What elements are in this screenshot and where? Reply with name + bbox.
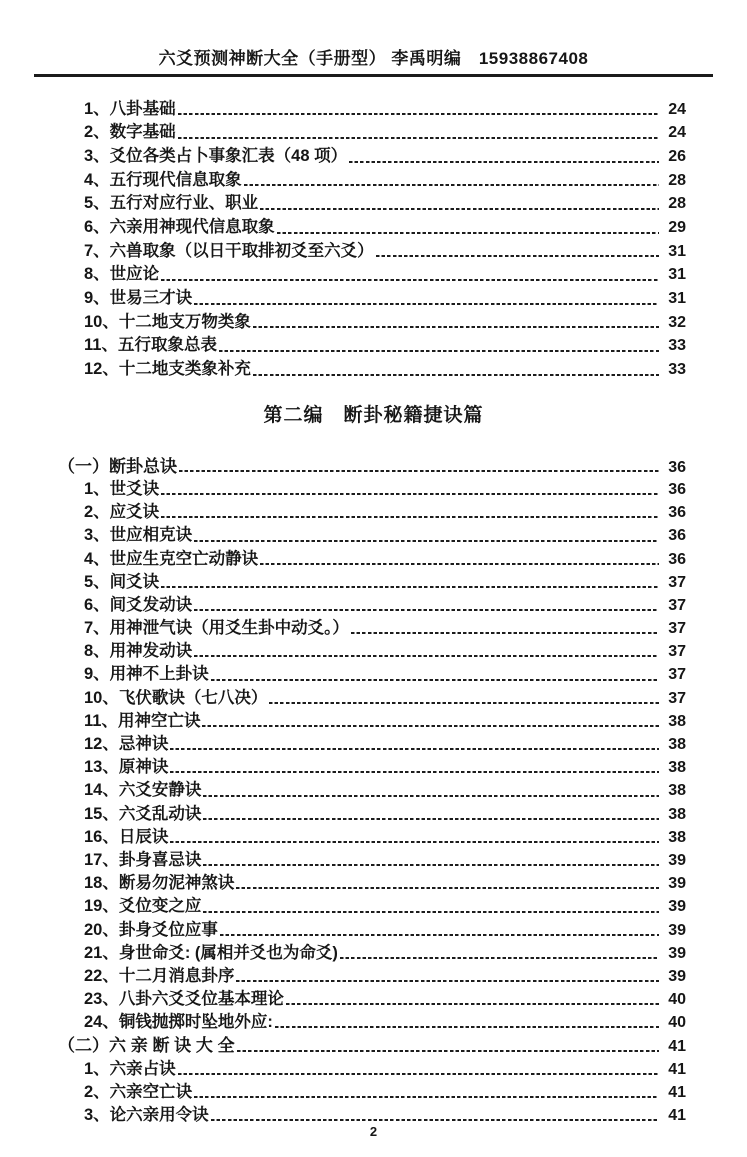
dot-leader	[349, 161, 659, 163]
toc-entry-page: 41	[668, 1107, 686, 1124]
toc-entry	[34, 640, 686, 663]
toc-entry	[34, 1034, 686, 1057]
toc-entry-page: 39	[668, 921, 686, 939]
toc-entry-label: 4、五行现代信息取象	[84, 170, 242, 189]
dot-leader	[161, 516, 659, 518]
toc-entry	[34, 594, 686, 617]
toc-entry	[34, 826, 686, 849]
dot-leader	[211, 679, 659, 681]
toc-entry-page: 28	[668, 171, 686, 189]
toc-entry-page: 38	[668, 805, 686, 823]
toc-entry	[34, 872, 686, 895]
toc-entry-page: 39	[668, 851, 686, 869]
toc-entry-page: 33	[668, 361, 686, 379]
toc-entry	[34, 779, 686, 802]
header-divider	[34, 74, 713, 77]
toc-entry-label: 8、用神发动诀	[84, 642, 193, 661]
toc-entry	[34, 455, 686, 478]
toc-entry-page: 39	[668, 875, 686, 893]
dot-leader	[178, 1073, 659, 1075]
toc-entry	[34, 358, 686, 382]
dot-leader	[211, 1119, 659, 1121]
dot-leader	[269, 702, 659, 704]
toc-entry	[34, 98, 686, 122]
toc-entry-label: 17、卦身喜忌诀	[84, 850, 202, 869]
toc-entry-label: （一）断卦总诀	[58, 456, 177, 476]
toc-entry	[34, 501, 686, 524]
toc-entry	[34, 311, 686, 335]
dot-leader	[286, 1003, 659, 1005]
toc-entry-label: 20、卦身爻位应事	[84, 920, 218, 939]
toc-entry-label: 10、飞伏歌诀（七八决）	[84, 688, 268, 707]
dot-leader	[351, 632, 659, 634]
dot-leader	[194, 540, 659, 542]
toc-entry	[34, 617, 686, 640]
dot-leader	[260, 563, 659, 565]
dot-leader	[194, 609, 659, 611]
toc-entry-label: 2、数字基础	[84, 123, 176, 142]
toc-entry-page: 38	[668, 736, 686, 753]
toc-entry-label: 5、间爻诀	[84, 572, 160, 591]
toc-entry-page: 37	[668, 596, 686, 614]
toc-entry	[34, 942, 686, 965]
dot-leader	[244, 184, 659, 186]
dot-leader	[170, 771, 659, 773]
toc-entry-page: 31	[668, 242, 686, 260]
toc-entry-label: 7、用神泄气诀（用爻生卦中动爻。）	[84, 619, 349, 638]
toc-entry-page: 40	[668, 991, 686, 1009]
toc-entry-label: 23、八卦六爻爻位基本理论	[84, 990, 284, 1009]
toc-entry-page: 41	[668, 1083, 686, 1101]
toc-entry-label: 1、八卦基础	[84, 99, 176, 118]
toc-entry	[34, 1058, 686, 1081]
dot-leader	[170, 748, 659, 750]
dot-leader	[253, 374, 659, 376]
toc-entry	[34, 965, 686, 988]
toc-entry	[34, 571, 686, 594]
toc-entry-label: 13、原神诀	[84, 758, 169, 777]
toc-entry-label: 18、断易勿泥神煞诀	[84, 874, 235, 893]
dot-leader	[178, 137, 659, 139]
toc-entry-page: 39	[668, 944, 686, 962]
toc-entry-page: 41	[668, 1060, 686, 1078]
toc-entry	[34, 1081, 686, 1104]
toc-entry-page: 37	[668, 689, 686, 707]
toc-entry-page: 36	[668, 550, 686, 568]
dot-leader	[179, 470, 659, 472]
toc-entry-label: 4、世应生克空亡动静诀	[84, 549, 259, 568]
toc-entry-page: 40	[668, 1014, 686, 1032]
toc-entry	[34, 849, 686, 872]
toc-entry	[34, 895, 686, 918]
toc-entry-page: 29	[668, 218, 686, 236]
toc-entry-label: 5、五行对应行业、职业	[84, 194, 259, 213]
page-header	[34, 0, 713, 77]
page-footer	[0, 1123, 747, 1141]
toc-entry	[34, 145, 686, 169]
dot-leader	[178, 113, 659, 115]
toc-entry	[34, 263, 686, 287]
toc-entry-label: 10、十二地支万物类象	[84, 312, 251, 331]
toc-entry-label: 8、世应论	[84, 265, 160, 284]
toc-part2-list	[34, 455, 713, 1127]
toc-entry-label: 9、世易三才诀	[84, 289, 193, 307]
toc-entry-page: 38	[668, 759, 686, 777]
toc-entry	[34, 733, 686, 756]
toc-entry	[34, 710, 686, 733]
toc-entry-page: 37	[668, 643, 686, 661]
toc-entry-label: 9、用神不上卦诀	[84, 665, 209, 684]
toc-entry-page: 24	[668, 100, 686, 118]
toc-entry-label: 14、六爻安静诀	[84, 781, 202, 800]
toc-entry	[34, 216, 686, 240]
dot-leader	[236, 887, 659, 889]
dot-leader	[237, 1050, 659, 1052]
toc-part1-list	[34, 98, 713, 382]
toc-entry	[34, 240, 686, 264]
toc-entry-label: 3、世应相克诀	[84, 526, 193, 545]
toc-entry-label: 1、世爻诀	[84, 479, 160, 498]
toc-entry	[34, 548, 686, 571]
dot-leader	[170, 841, 659, 843]
toc-entry-label: 12、忌神诀	[84, 735, 169, 753]
toc-entry-page: 36	[668, 504, 686, 522]
section-heading: 第二编 断卦秘籍捷诀篇	[263, 404, 484, 426]
toc-entry-page: 24	[668, 124, 686, 142]
toc-entry-page: 39	[668, 967, 686, 985]
toc-entry-label: 22、十二月消息卦序	[84, 966, 235, 985]
dot-leader	[161, 493, 659, 495]
dot-leader	[277, 232, 659, 234]
toc-entry	[34, 524, 686, 547]
toc-entry-page: 37	[668, 573, 686, 591]
toc-entry-label: 2、六亲空亡诀	[84, 1082, 193, 1101]
toc-entry-label: 7、六兽取象（以日干取排初爻至六爻）	[84, 241, 374, 260]
dot-leader	[194, 303, 659, 305]
toc-entry-label: 1、六亲占诀	[84, 1059, 176, 1078]
toc-entry	[34, 988, 686, 1011]
toc-entry-page: 38	[668, 712, 686, 730]
dot-leader	[161, 279, 659, 281]
dot-leader	[219, 350, 659, 352]
toc-entry	[34, 1011, 686, 1034]
toc-entry-page: 33	[668, 337, 686, 355]
toc-entry-label: 19、爻位变之应	[84, 897, 202, 916]
dot-leader	[203, 818, 659, 820]
dot-leader	[260, 208, 659, 210]
toc-entry-page: 38	[668, 782, 686, 800]
dot-leader	[376, 255, 659, 257]
toc-entry	[34, 334, 686, 358]
toc-entry-page: 31	[668, 266, 686, 284]
toc-entry	[34, 287, 686, 311]
toc-entry	[34, 121, 686, 145]
dot-leader	[203, 864, 659, 866]
table-of-contents	[34, 98, 713, 1128]
toc-entry-page: 36	[668, 527, 686, 545]
toc-entry	[34, 663, 686, 686]
toc-entry	[34, 803, 686, 826]
toc-entry-page: 28	[668, 195, 686, 213]
toc-entry-label: 6、间爻发动诀	[84, 595, 193, 614]
toc-entry-page: 38	[668, 828, 686, 846]
dot-leader	[194, 1096, 659, 1098]
toc-entry-label: 3、爻位各类占卜事象汇表（48 项）	[84, 146, 348, 165]
dot-leader	[194, 655, 659, 657]
book-title: 六爻预测神断大全（手册型） 李禹明编 15938867408	[158, 49, 589, 68]
dot-leader	[161, 586, 659, 588]
dot-leader	[203, 795, 659, 797]
toc-entry	[34, 687, 686, 710]
toc-entry-page: 36	[668, 458, 686, 476]
toc-entry-label: 11、用神空亡诀	[84, 711, 201, 730]
toc-entry	[34, 192, 686, 216]
dot-leader	[340, 957, 659, 959]
dot-leader	[253, 326, 659, 328]
toc-entry-label: 24、铜钱抛掷时坠地外应:	[84, 1013, 273, 1032]
toc-entry-label: 16、日辰诀	[84, 827, 169, 846]
toc-entry-label: 21、身世命爻: (属相并爻也为命爻)	[84, 943, 338, 962]
page-number: 2	[369, 1124, 378, 1139]
dot-leader	[203, 911, 659, 913]
dot-leader	[220, 934, 659, 936]
toc-entry-page: 37	[668, 620, 686, 638]
toc-entry-page: 37	[668, 666, 686, 684]
toc-entry	[34, 919, 686, 942]
toc-entry-label: 11、五行取象总表	[84, 336, 217, 355]
toc-entry	[34, 169, 686, 193]
toc-entry-page: 39	[668, 898, 686, 916]
toc-entry	[34, 756, 686, 779]
dot-leader	[275, 1026, 659, 1028]
dot-leader	[202, 725, 659, 727]
dot-leader	[236, 980, 659, 982]
toc-entry-label: 15、六爻乱动诀	[84, 804, 202, 823]
toc-entry-page: 31	[668, 290, 686, 307]
toc-entry	[34, 478, 686, 501]
toc-entry-page: 41	[668, 1038, 686, 1056]
toc-entry-label: 3、论六亲用令诀	[84, 1106, 209, 1124]
toc-entry-label: 2、应爻诀	[84, 503, 160, 522]
toc-entry-label: 6、六亲用神现代信息取象	[84, 217, 275, 236]
toc-entry-page: 36	[668, 480, 686, 498]
toc-entry-label: （二）六 亲 断 诀 大 全	[58, 1036, 235, 1056]
toc-entry-page: 26	[668, 147, 686, 165]
toc-entry-page: 32	[668, 313, 686, 331]
toc-entry-label: 12、十二地支类象补充	[84, 360, 251, 379]
